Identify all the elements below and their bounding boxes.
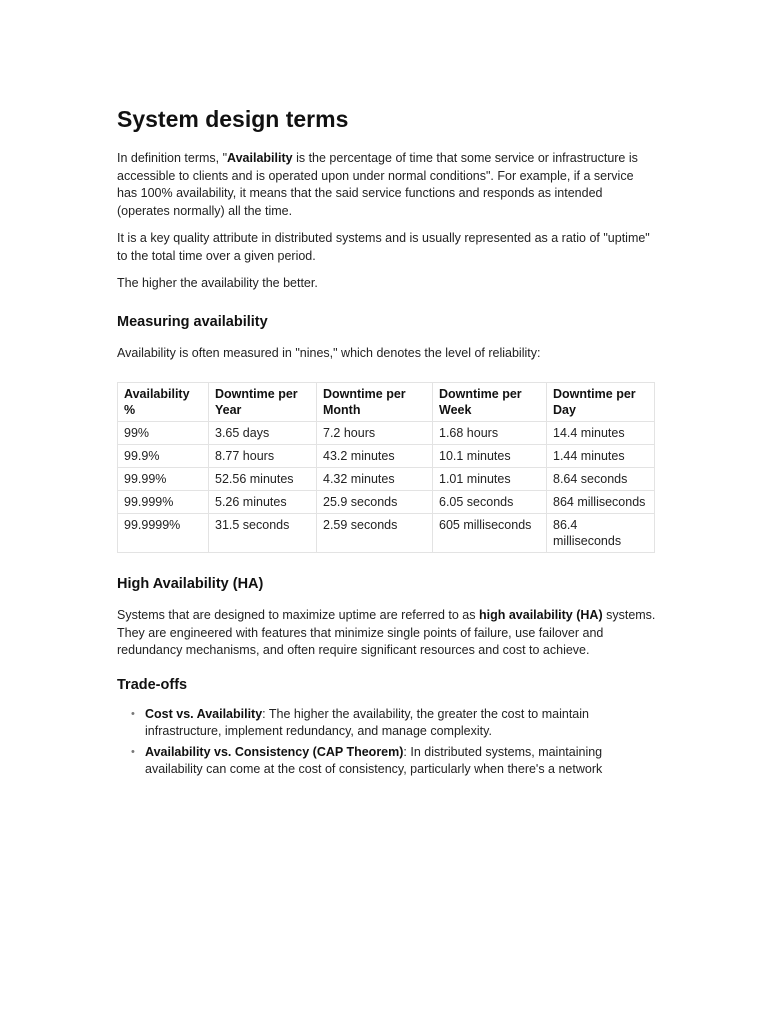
document-page — [117, 104, 657, 782]
ha-text-b: systems. They are engineered with features that minimize single points of failure, use failover and redundancy mechanisms, and often require significant resources and cost to achieve. — [117, 608, 656, 657]
table-row — [118, 491, 655, 514]
intro-text-a: In definition terms, " — [117, 151, 228, 165]
measuring-heading: Measuring availability — [117, 313, 268, 330]
table-cell: 7.2 hours — [317, 422, 433, 445]
page-title: System design terms — [117, 106, 349, 132]
table-cell: 1.01 minutes — [433, 468, 547, 491]
header-week: Downtime per Week — [433, 383, 547, 422]
header-year: Downtime per Year — [209, 383, 317, 422]
intro-paragraph-2: It is a key quality attribute in distributed systems and is usually represented as a ratio of "uptime" to the total time over a given period. — [117, 231, 650, 263]
table-cell: 99.99% — [118, 468, 209, 491]
availability-term: Availability — [227, 151, 293, 165]
table-cell: 4.32 minutes — [317, 468, 433, 491]
table-cell: 52.56 minutes — [209, 468, 317, 491]
intro-text-b: is the percentage of time that some service or infrastructure is accessible to clients and is operated upon under normal conditions". For example, if a service has 100% availability, it means that the said service functions and responds as intended (operates normally) all the time. — [117, 151, 638, 218]
tradeoffs-heading: Trade-offs — [117, 676, 188, 693]
intro-paragraph-3: The higher the availability the better. — [117, 276, 318, 290]
ha-term: high availability (HA) — [478, 608, 603, 622]
tradeoffs-list — [117, 706, 657, 779]
table-row — [118, 445, 655, 468]
table-cell: 2.59 seconds — [317, 514, 433, 553]
header-availability: Availability % — [118, 383, 209, 422]
table-row — [118, 422, 655, 445]
table-cell: 864 milliseconds — [547, 491, 655, 514]
availability-table — [117, 382, 655, 553]
ha-text — [117, 607, 657, 660]
header-day: Downtime per Day — [547, 383, 655, 422]
table-cell: 605 milliseconds — [433, 514, 547, 553]
table-cell: 99.999% — [118, 491, 209, 514]
tradeoff-term: Cost vs. Availability — [145, 706, 263, 721]
ha-text-a: Systems that are designed to maximize uptime are referred to as — [117, 608, 479, 622]
header-month: Downtime per Month — [317, 383, 433, 422]
table-cell: 99.9% — [118, 445, 209, 468]
table-cell: 6.05 seconds — [433, 491, 547, 514]
table-cell: 86.4 milliseconds — [547, 514, 655, 553]
table-cell: 8.77 hours — [209, 445, 317, 468]
table-cell: 99.9999% — [118, 514, 209, 553]
table-cell: 31.5 seconds — [209, 514, 317, 553]
table-cell: 1.44 minutes — [547, 445, 655, 468]
list-item — [131, 744, 657, 779]
table-cell: 8.64 seconds — [547, 468, 655, 491]
measuring-text: Availability is often measured in "nines," which denotes the level of reliability: — [117, 345, 541, 360]
tradeoff-text: : The higher the availability, the greater the cost to maintain infrastructure, implement redundancy, and manage complexity. — [145, 706, 589, 738]
table-cell: 14.4 minutes — [547, 422, 655, 445]
ha-heading: High Availability (HA) — [117, 576, 264, 592]
table-cell: 1.68 hours — [433, 422, 547, 445]
tradeoff-term: Availability vs. Consistency (CAP Theorem) — [145, 744, 404, 759]
table-row — [118, 468, 655, 491]
list-item — [131, 706, 657, 741]
table-cell: 25.9 seconds — [317, 491, 433, 514]
intro-paragraph-1 — [117, 150, 657, 220]
bullet-icon: • — [131, 707, 135, 720]
bullet-icon: • — [131, 745, 135, 758]
table-cell: 43.2 minutes — [317, 445, 433, 468]
table-row — [118, 514, 655, 553]
table-cell: 99% — [118, 422, 209, 445]
table-cell: 5.26 minutes — [209, 491, 317, 514]
table-header-row — [118, 383, 655, 422]
table-cell: 10.1 minutes — [433, 445, 547, 468]
table-cell: 3.65 days — [209, 422, 317, 445]
tradeoff-text: : In distributed systems, maintaining availability can come at the cost of consistency, particularly when there's a network — [145, 744, 603, 776]
